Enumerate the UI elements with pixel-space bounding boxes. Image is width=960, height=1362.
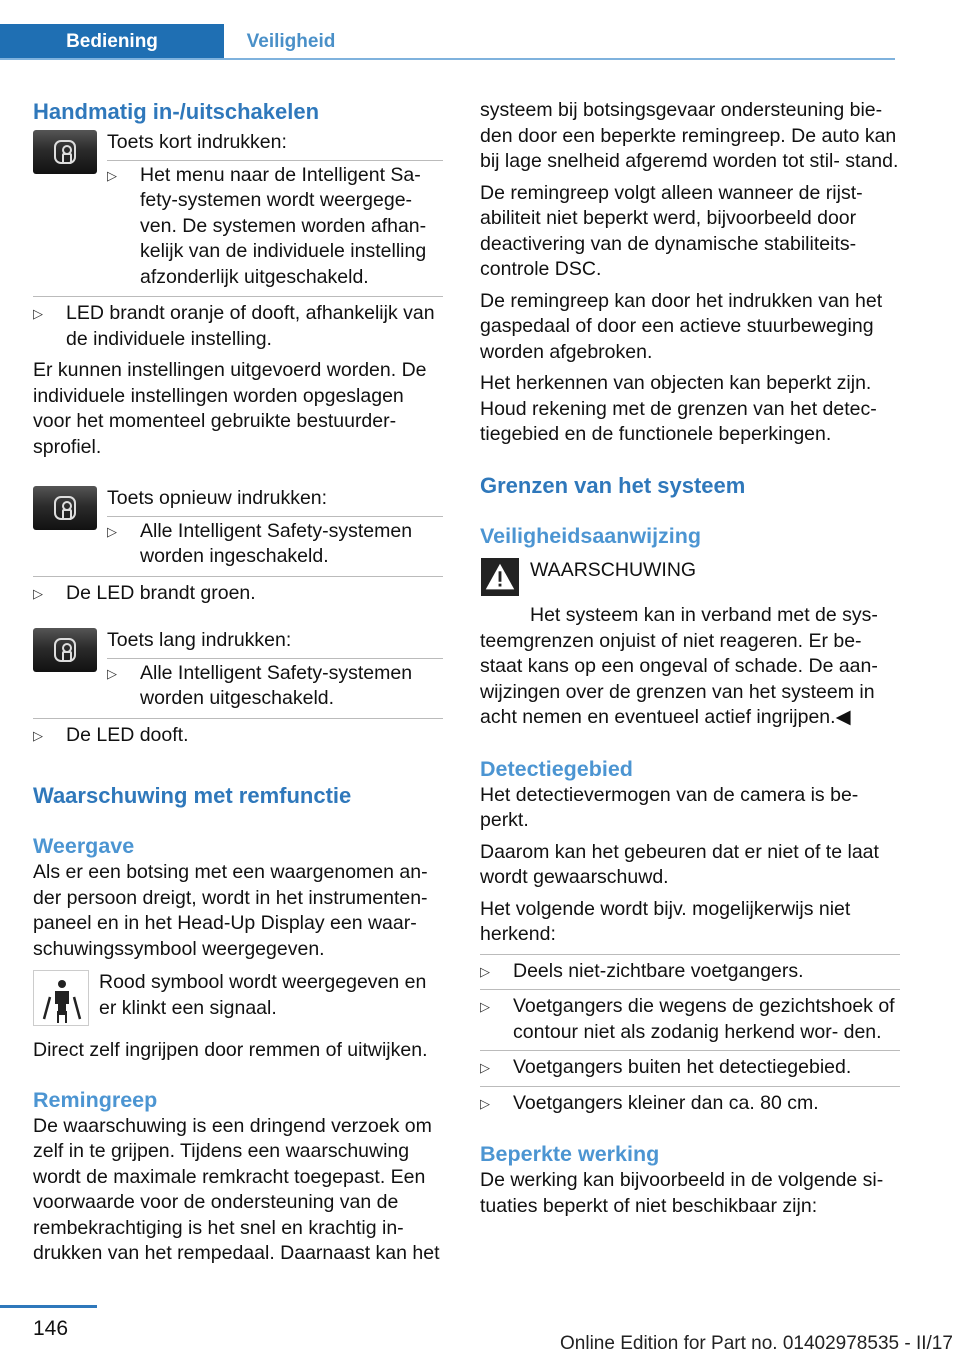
- header-tabs: [0, 24, 358, 60]
- footer-divider: [0, 1305, 97, 1308]
- left-column: [33, 98, 443, 1267]
- list-item: ▷ Alle Intelligent Safety-systemen worden uitgeschakeld.: [107, 661, 443, 712]
- intelligent-safety-button-icon: [33, 486, 97, 530]
- list-item: ▷ De LED dooft.: [33, 723, 443, 749]
- list-item: ▷ Voetgangers kleiner dan ca. 80 cm.: [480, 1091, 900, 1117]
- list-item: ▷ Deels niet-zichtbare voetgangers.: [480, 959, 900, 985]
- triangle-right-icon: ▷: [480, 963, 490, 979]
- press-long-label: Toets lang indrukken:: [107, 629, 292, 651]
- heading-safety: Veiligheidsaanwijzing: [480, 523, 702, 548]
- triangle-right-icon: ▷: [33, 727, 43, 743]
- triangle-right-icon: ▷: [107, 523, 117, 539]
- right-column: [480, 98, 900, 1219]
- press-short-label: Toets kort indrukken:: [107, 131, 287, 153]
- list-item: ▷ De LED brandt groen.: [33, 581, 443, 607]
- display-paragraph: Als er een botsing met een waargenomen an‐ der persoon dreigt, wordt in het instrumenten‐ paneel en in het Head-Up Display een waar‐ schuwingssymbool weergegeven.: [33, 861, 428, 960]
- detect-paragraph-1: Het detectievermogen van de camera is be‐ perkt.: [480, 783, 859, 831]
- dsc-paragraph: De remingreep volgt alleen wanneer de rijst‐ abiliteit niet beperkt werd, bijvoorbeeld door deactivering van de dynamische stabiliteits‐ controle DSC.: [480, 181, 863, 280]
- settings-paragraph: Er kunnen instellingen uitgevoerd worden. De individuele instellingen worden opgeslagen voor het momenteel gebruikte bestuurder‐ sprofiel.: [33, 359, 427, 458]
- intelligent-safety-button-icon: [33, 628, 97, 672]
- list-item: ▷ Voetgangers die wegens de gezichtshoek of contour niet als zodanig herkend wor‐ den.: [480, 994, 900, 1045]
- heading-limits: Grenzen van het systeem: [480, 472, 746, 498]
- triangle-right-icon: ▷: [107, 167, 117, 183]
- triangle-right-icon: ▷: [33, 585, 43, 601]
- triangle-right-icon: ▷: [480, 1060, 490, 1075]
- tab-veiligheid[interactable]: Veiligheid: [246, 31, 336, 52]
- detect-paragraph-2: Daarom kan het gebeuren dat er niet of te laat wordt gewaarschuwd.: [480, 840, 879, 888]
- list-item: ▷ Het menu naar de Intelligent Sa‐ fety-systemen wordt weergege‐ ven. De systemen worden afhan‐ kelijk van de individuele instelling afzonderlijk uitgeschakeld.: [107, 163, 443, 291]
- warning-triangle-icon: [480, 558, 520, 596]
- heading-warning: Waarschuwing met remfunctie: [33, 783, 352, 808]
- heading-detect: Detectiegebied: [480, 756, 633, 781]
- triangle-right-icon: ▷: [480, 999, 490, 1014]
- edition-text: Online Edition for Part no. 01402978535 - II/17: [560, 1333, 953, 1354]
- triangle-right-icon: ▷: [107, 665, 117, 681]
- brake-paragraph: De waarschuwing is een dringend verzoek om zelf in te grijpen. Tijdens een waarschuwing wordt de maximale remkracht toegepast. Een voorwaarde voor de ondersteuning van de rembekrachtiging is het snel en krachtig in‐ drukken van het rempedaal. Daarnaast kan het: [33, 1114, 440, 1264]
- red-symbol-text: Rood symbool wordt weergegeven en er klinkt een signaal.: [99, 971, 427, 1019]
- warning-text: Het systeem kan in verband met de sys‐ teemgrenzen onjuist of niet reageren. Er be‐ staat kans op een ongeval of schade. De aan‐ wijzingen over de grenzen van het systeem in acht nemen en eventueel actief ingrijpen.◀: [480, 604, 878, 728]
- heading-display: Weergave: [33, 834, 135, 858]
- abort-paragraph: De remingreep kan door het indrukken van het gaspedaal of door een actieve stuurbeweging worden afgebroken.: [480, 289, 883, 363]
- continued-paragraph: systeem bij botsingsgevaar ondersteuning bie‐ den door een beperkte remingreep. De auto kan bij lage snelheid afgeremd worden tot stil‐ stand.: [480, 99, 899, 172]
- triangle-right-icon: ▷: [33, 306, 43, 321]
- intelligent-safety-button-icon: [33, 130, 97, 174]
- objects-paragraph: Het herkennen van objecten kan beperkt zijn. Houd rekening met de grenzen van het detec‐ tiegebied en de functionele beperkingen.: [480, 372, 877, 445]
- tab-bediening[interactable]: Bediening: [0, 24, 224, 60]
- list-item: ▷ Alle Intelligent Safety-systemen worden ingeschakeld.: [107, 519, 443, 570]
- header-divider: [0, 58, 895, 60]
- press-again-label: Toets opnieuw indrukken:: [107, 487, 328, 509]
- page-number: 146: [33, 1317, 69, 1340]
- triangle-right-icon: ▷: [480, 1095, 490, 1111]
- pedestrian-warning-icon: [33, 970, 89, 1026]
- warning-title: WAARSCHUWING: [530, 558, 697, 581]
- limited-paragraph: De werking kan bijvoorbeeld in de volgende si‐ tuaties beperkt of niet beschikbaar zijn:: [480, 1169, 884, 1217]
- heading-brake: Remingreep: [33, 1087, 158, 1112]
- detect-paragraph-3: Het volgende wordt bijv. mogelijkerwijs niet herkend:: [480, 897, 851, 945]
- heading-limited: Beperkte werking: [480, 1142, 660, 1166]
- list-item: ▷ Voetgangers buiten het detectiegebied.: [480, 1055, 900, 1081]
- direct-paragraph: Direct zelf ingrijpen door remmen of uitwijken.: [33, 1039, 428, 1061]
- heading-manual: Handmatig in-/uitschakelen: [33, 99, 320, 124]
- list-item: ▷ LED brandt oranje of dooft, afhankelijk van de individuele instelling.: [33, 301, 443, 352]
